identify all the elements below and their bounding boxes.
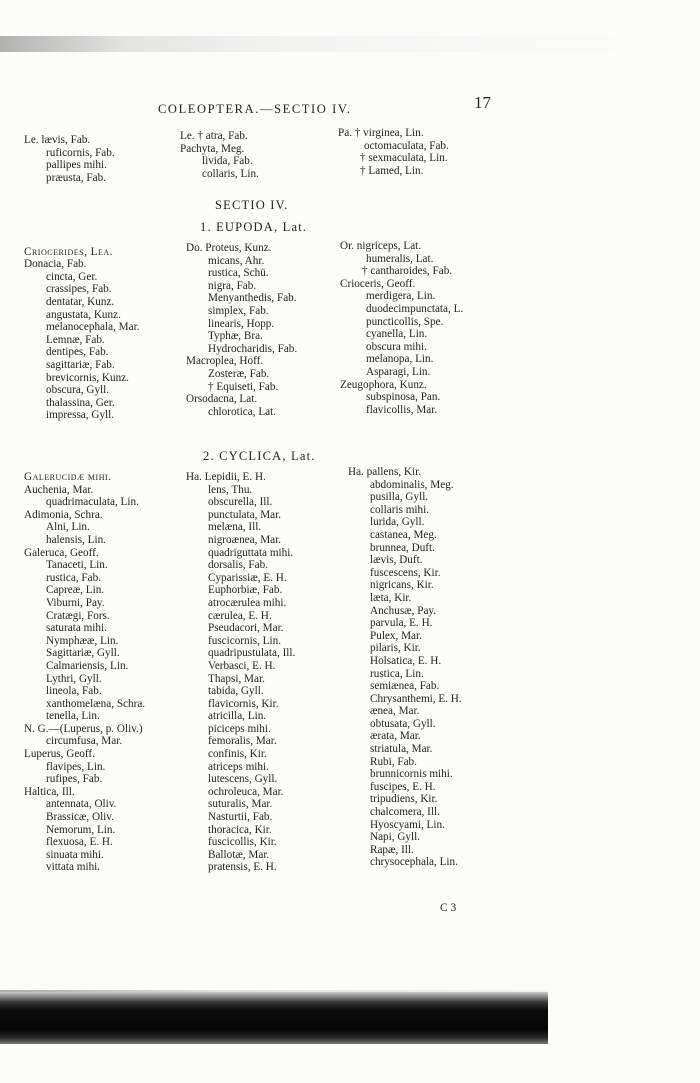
species-entry: † Lamed, Lin. (360, 164, 424, 177)
species-entry: nigricans, Kir. (370, 579, 434, 592)
species-entry: Adimonia, Schra. (24, 508, 103, 521)
species-entry: melæna, Ill. (208, 521, 262, 534)
family-heading-eupoda: 1. EUPODA, Lat. (200, 220, 308, 234)
species-entry (24, 233, 184, 246)
species-entry: nigroænea, Mar. (208, 533, 282, 546)
species-entry: rustica, Lin. (370, 667, 424, 680)
scan-shadow-top (0, 36, 700, 52)
species-entry: Holsatica, E. H. (370, 654, 442, 667)
page-number: 17 (474, 93, 491, 112)
species-entry: fuscicornis, Lin. (208, 634, 282, 647)
species-entry: Le. † atra, Fab. (180, 130, 248, 142)
species-entry: Ha. Lepidii, E. H. (186, 471, 266, 483)
species-entry: ochroleuca, Mar. (208, 785, 284, 798)
species-entry: flavipes, Lin. (46, 760, 106, 773)
species-entry: Luperus, Geoff. (24, 748, 95, 761)
species-entry: quadrimaculata, Lin. (46, 496, 139, 509)
species-entry: impressa, Gyll. (46, 409, 115, 422)
species-entry: rustica, Schü. (208, 267, 269, 280)
species-entry: Pseudacori, Mar. (208, 622, 284, 635)
species-entry: Typhæ, Bra. (208, 330, 263, 343)
species-entry: Calmariensis, Lin. (46, 659, 129, 672)
species-entry: semiænea, Fab. (370, 680, 440, 693)
species-entry: duodecimpunctata, L. (366, 302, 464, 315)
species-entry: quadriguttata mihi. (208, 546, 294, 559)
eupoda-column-2 (186, 242, 346, 418)
species-entry: † Equiseti, Fab. (208, 380, 279, 393)
species-entry: merdigera, Lin. (366, 290, 436, 303)
species-entry: abdominalis, Meg. (370, 478, 454, 491)
species-entry: † sexmaculata, Lin. (360, 152, 448, 165)
species-entry: † cantharoides, Fab. (362, 265, 453, 278)
species-entry: Sagittariæ, Gyll. (46, 647, 120, 660)
species-entry: striatula, Mar. (370, 743, 433, 756)
species-entry: atrocærulea mihi. (208, 596, 287, 609)
species-entry: Macroplea, Hoff. (186, 355, 264, 368)
species-entry: lutescens, Gyll. (208, 773, 278, 786)
species-entry: flexuosa, E. H. (46, 836, 113, 849)
species-entry: lens, Thu. (208, 483, 253, 496)
species-entry: circumfusa, Mar. (46, 735, 123, 748)
species-entry: dorsalis, Fab. (208, 559, 268, 572)
species-entry: cærulea, E. H. (208, 609, 272, 622)
species-entry: humeralis, Lat. (366, 252, 434, 265)
species-entry: brevicornis, Kunz. (46, 371, 129, 384)
species-entry: melanocephala, Mar. (46, 321, 140, 334)
species-entry: læta, Kir. (370, 591, 412, 604)
species-entry: pratensis, E. H. (208, 861, 277, 874)
species-entry: Asparagi, Lin. (366, 365, 431, 378)
species-entry: Hydrocharidis, Fab. (208, 342, 298, 355)
scan-binding-shadow (0, 992, 548, 1044)
species-entry: femoralis, Mar. (208, 735, 277, 748)
species-entry: atricilla, Lin. (208, 710, 267, 723)
species-entry: Thapsi, Mar. (208, 672, 265, 685)
species-entry: fuscescens, Kir. (370, 566, 441, 579)
species-entry: thalassina, Ger. (46, 396, 115, 409)
species-entry: simplex, Fab. (208, 304, 269, 317)
species-entry: obscura mihi. (366, 340, 427, 353)
species-entry: crassipes, Fab. (46, 283, 112, 296)
species-entry: Nasturtii, Fab. (208, 811, 273, 824)
signature-mark: C 3 (440, 902, 457, 914)
species-entry: pusilla, Gyll. (370, 491, 429, 504)
species-entry: Rubi, Fab. (370, 755, 417, 768)
species-entry: dentatar, Kunz. (46, 295, 115, 308)
species-entry: brunnea, Duft. (370, 541, 435, 554)
species-entry: rustica, Fab. (46, 571, 101, 584)
species-entry: linearis, Hopp. (208, 317, 275, 330)
species-entry: Donacia, Fab. (24, 258, 87, 271)
species-entry: Tanaceti, Lin. (46, 559, 108, 572)
top-column-1 (24, 134, 174, 184)
species-entry: Lemnæ, Fab. (46, 333, 105, 346)
species-entry: Alni, Lin. (46, 521, 90, 534)
species-entry: collaris mihi. (370, 503, 430, 516)
species-entry: Le. lævis, Fab. (24, 134, 91, 146)
species-entry: vittata mihi. (46, 861, 101, 874)
species-entry: ænea, Mar. (370, 705, 420, 718)
species-entry: atriceps mihi. (208, 760, 269, 773)
species-entry: Pa. † virginea, Lin. (338, 127, 424, 139)
species-entry: Pulex, Mar. (370, 629, 422, 642)
species-entry: Do. Proteus, Kunz. (186, 242, 272, 254)
species-entry: Brassicæ, Oliv. (46, 811, 114, 824)
species-entry: suturalis, Mar. (208, 798, 273, 811)
species-entry: ærata, Mar. (370, 730, 421, 743)
species-entry: Haltica, Ill. (24, 785, 75, 798)
species-entry: pallipes mihi. (46, 159, 107, 172)
species-entry: dentipes, Fab. (46, 346, 109, 359)
eupoda-column-3 (340, 240, 510, 416)
running-title: COLEOPTERA.—SECTIO IV. (158, 102, 352, 116)
species-entry: Verbasci, E. H. (208, 659, 276, 672)
species-entry: Rapæ, Ill. (370, 843, 414, 856)
species-entry: punctulata, Mar. (208, 508, 282, 521)
species-entry: flavicornis, Kir. (208, 697, 279, 710)
species-entry: Chrysanthemi, E. H. (370, 692, 462, 705)
species-entry: Lythri, Gyll. (46, 672, 102, 685)
species-entry: cyanella, Lin. (366, 328, 428, 341)
species-entry: Cratægi, Fors. (46, 609, 110, 622)
species-entry: obscurella, Ill. (208, 496, 273, 509)
species-entry: Ha. pallens, Kir. (348, 466, 422, 478)
species-entry: halensis, Lin. (46, 533, 106, 546)
species-entry: subspinosa, Pan. (366, 391, 441, 404)
species-entry: præusta, Fab. (46, 171, 106, 184)
species-entry: Menyanthedis, Fab. (208, 292, 297, 305)
species-entry: lævis, Duft. (370, 554, 423, 567)
species-entry: antennata, Oliv. (46, 798, 117, 811)
species-entry: Orsodacna, Lat. (186, 393, 258, 406)
species-entry: nigra, Fab. (208, 279, 257, 292)
family-heading-cyclica: 2. CYCLICA, Lat. (203, 449, 316, 463)
species-entry: livida, Fab. (202, 155, 253, 168)
top-column-2 (180, 130, 330, 180)
cyclica-column-3 (348, 466, 498, 869)
species-entry: Hyoscyami, Lin. (370, 818, 445, 831)
species-entry: flavicollis, Mar. (366, 403, 438, 416)
species-entry: Or. nigriceps, Lat. (340, 240, 422, 252)
species-entry: collaris, Lin. (202, 167, 259, 180)
species-entry: Viburni, Pay. (46, 596, 105, 609)
sectio-title: SECTIO IV. (215, 198, 289, 212)
species-entry: brunnicornis mihi. (370, 768, 453, 781)
species-entry: puncticollis, Spe. (366, 315, 444, 328)
species-entry: lurida, Gyll. (370, 516, 425, 529)
species-entry: Capreæ, Lin. (46, 584, 105, 597)
species-entry: Auchenia, Mar. (24, 483, 94, 496)
species-entry: chlorotica, Lat. (208, 405, 277, 418)
eupoda-column-1 (24, 233, 184, 422)
species-entry: Zosteræ, Fab. (208, 367, 270, 380)
species-entry: parvula, E. H. (370, 617, 433, 630)
species-entry: Nemorum, Lin. (46, 823, 116, 836)
species-entry: cincta, Ger. (46, 270, 98, 283)
species-entry: Criocerides, Lea. (24, 245, 113, 258)
species-entry: chrysocephala, Lin. (370, 856, 458, 869)
species-entry: thoracica, Kir. (208, 823, 272, 836)
species-entry: saturata mihi. (46, 622, 107, 635)
species-entry: tenella, Lin. (46, 710, 100, 723)
species-entry: Nymphææ, Lin. (46, 634, 119, 647)
species-entry: rufipes, Fab. (46, 773, 103, 786)
species-entry: Galeruca, Geoff. (24, 546, 99, 559)
species-entry: melanopa, Lin. (366, 353, 434, 366)
species-entry: Cyparissiæ, E. H. (208, 571, 287, 584)
species-entry: Ballotæ, Mar. (208, 848, 270, 861)
species-entry: Galerucidæ mihi. (24, 471, 112, 483)
cyclica-column-1 (24, 471, 199, 874)
species-entry: piciceps mihi. (208, 722, 271, 735)
species-entry: octomaculata, Fab. (364, 139, 449, 152)
species-entry: sinuata mihi. (46, 848, 104, 861)
species-entry: chalcomera, Ill. (370, 806, 440, 819)
species-entry: ruficornis, Fab. (46, 146, 115, 159)
species-entry: Euphorbiæ, Fab. (208, 584, 283, 597)
cyclica-column-2 (186, 471, 346, 874)
species-entry: obtusata, Gyll. (370, 717, 436, 730)
species-entry: tabida, Gyll. (208, 685, 264, 698)
species-entry: Pachyta, Meg. (180, 142, 245, 155)
species-entry: micans, Ahr. (208, 254, 265, 267)
species-entry: confinis, Kir. (208, 748, 267, 761)
species-entry: N. G.—(Luperus, p. Oliv.) (24, 722, 143, 735)
species-entry: castanea, Meg. (370, 528, 437, 541)
species-entry: Zeugophora, Kunz. (340, 378, 427, 391)
species-entry: pilaris, Kir. (370, 642, 421, 655)
species-entry: angustata, Kunz. (46, 308, 121, 321)
species-entry: fuscipes, E. H. (370, 780, 436, 793)
species-entry: fuscicollis, Kir. (208, 836, 277, 849)
species-entry: obscura, Gyll. (46, 384, 110, 397)
species-entry: Crioceris, Geoff. (340, 277, 416, 290)
species-entry: lineola, Fab. (46, 685, 102, 698)
species-entry: tripudiens, Kir. (370, 793, 438, 806)
species-entry: Anchusæ, Pay. (370, 604, 437, 617)
top-column-3 (338, 127, 508, 177)
species-entry: quadripustulata, Ill. (208, 647, 296, 660)
species-entry: xanthomelæna, Schra. (46, 697, 146, 710)
species-entry: Napi, Gyll. (370, 831, 421, 844)
species-entry: sagittariæ, Fab. (46, 358, 115, 371)
